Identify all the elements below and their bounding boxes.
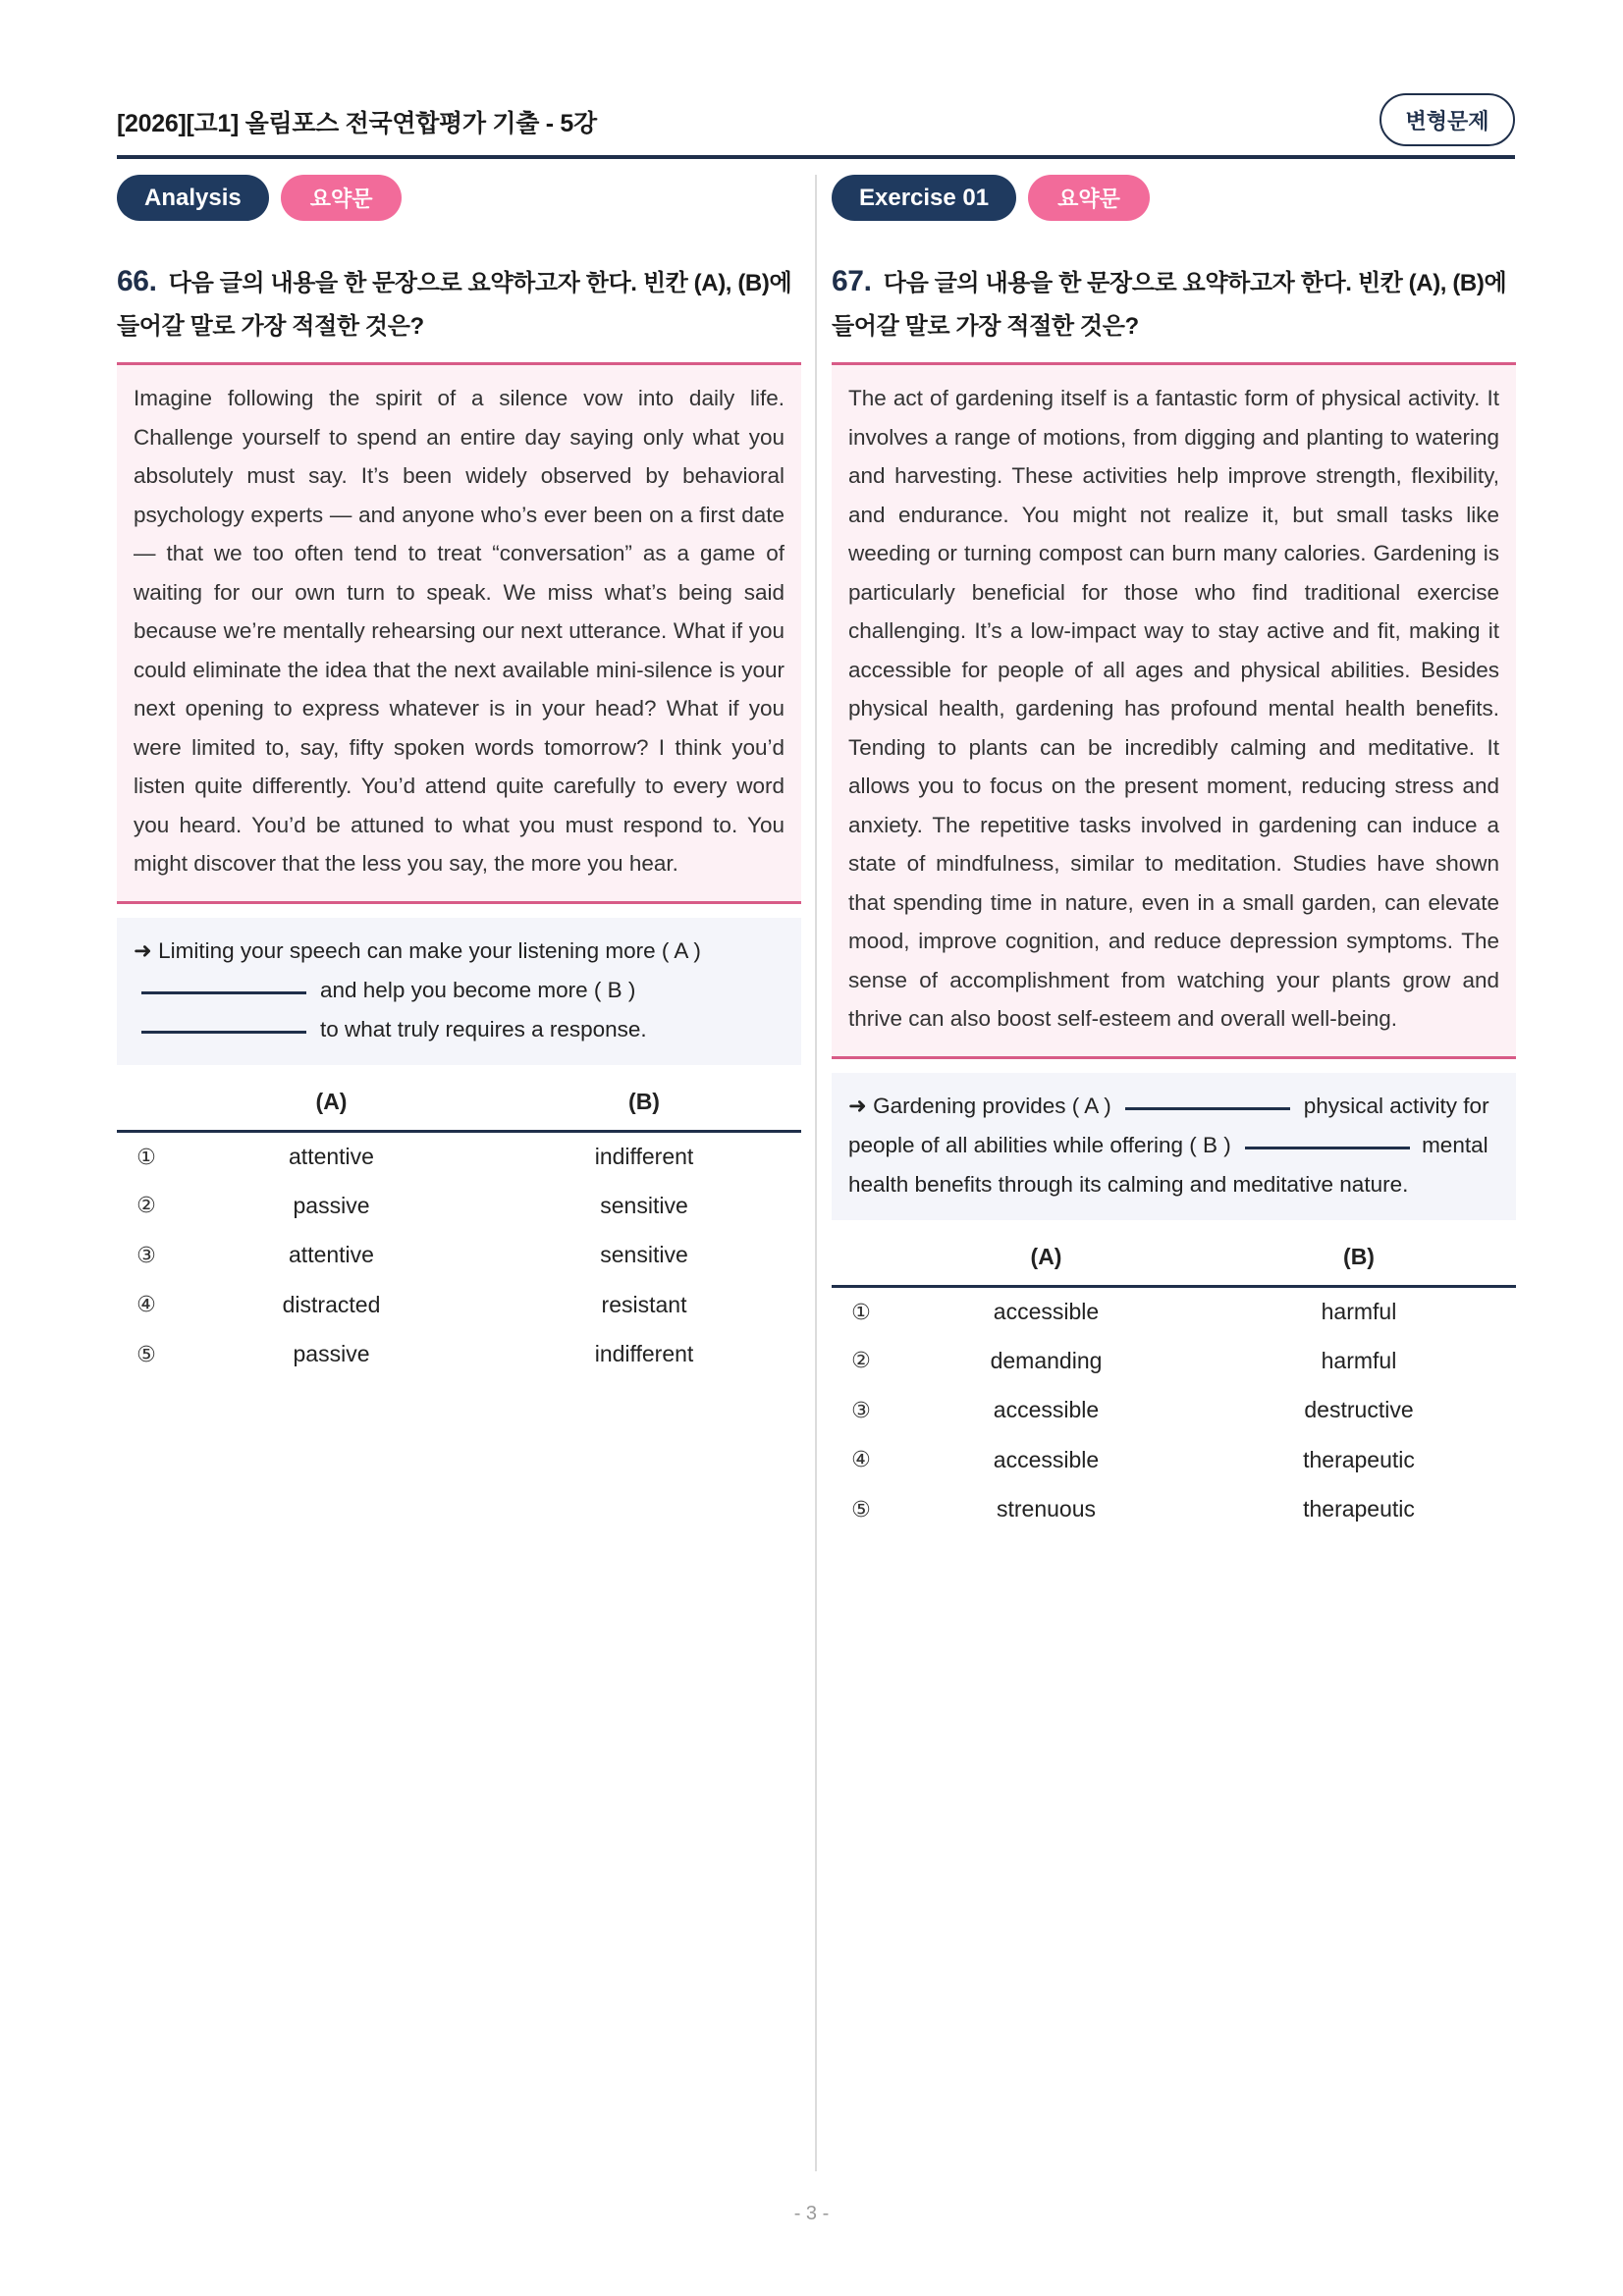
choice-a: attentive (289, 1242, 374, 1268)
left-tags (117, 175, 801, 221)
question-text: 다음 글의 내용을 한 문장으로 요약하고자 한다. 빈칸 (A), (B)에 들어갈 말로 가장 적절한 것은? (117, 270, 792, 340)
answer-choices-66 (117, 1087, 801, 1380)
choice-b: sensitive (600, 1192, 688, 1218)
answer-choice-1 (832, 1287, 1516, 1337)
page-title: [2026][고1] 올림포스 전국연합평가 기출 - 5강 (117, 110, 597, 137)
choice-b: therapeutic (1303, 1446, 1415, 1472)
choice-number: ① (851, 1299, 871, 1324)
choice-a: distracted (282, 1291, 381, 1317)
blank-a (141, 991, 306, 994)
answer-header-a: (A) (176, 1087, 487, 1132)
question-number: 67. (832, 265, 872, 297)
choice-b: harmful (1321, 1299, 1397, 1324)
choice-b: indifferent (594, 1144, 694, 1169)
choice-number: ④ (851, 1447, 871, 1472)
left-column (117, 175, 801, 1379)
question-66 (117, 260, 801, 365)
summary-line-2: and help you become more ( B ) (134, 971, 784, 1010)
answer-choice-5 (117, 1330, 801, 1380)
answer-header-b: (B) (1202, 1242, 1516, 1287)
question-number: 66. (117, 265, 157, 297)
analysis-tag: Analysis (117, 175, 269, 221)
choice-a: accessible (993, 1397, 1100, 1423)
choice-b: therapeutic (1303, 1496, 1415, 1522)
summary-type-tag: 요약문 (1028, 175, 1150, 221)
answer-choice-1 (117, 1132, 801, 1182)
answer-header-num (117, 1087, 176, 1132)
choice-a: strenuous (996, 1496, 1096, 1522)
summary-sentence-66 (117, 918, 801, 1065)
page-header (117, 94, 1515, 159)
choice-a: attentive (289, 1144, 374, 1169)
variant-badge: 변형문제 (1380, 93, 1515, 146)
choice-a: accessible (993, 1299, 1100, 1324)
choice-number: ⑤ (136, 1341, 156, 1366)
choice-b: resistant (601, 1291, 687, 1317)
choice-a: accessible (993, 1446, 1100, 1472)
choice-b: indifferent (594, 1341, 694, 1367)
answer-header-b: (B) (487, 1087, 801, 1132)
blank-b (1245, 1147, 1410, 1149)
passage-67: The act of gardening itself is a fantastic form of physical activity. It involves a range of motions, from digging and planting to watering and harvesting. These activities help improve strength, flexibility, and endurance. You might not realize it, but small tasks like weeding or turning compost can burn many calories. Gardening is particularly beneficial for those who find traditional exercise challenging. It’s a low-impact way to stay active and fit, making it accessible for people of all ages and physical abilities. Besides physical health, gardening has profound mental health benefits. Tending to plants can be incredibly calming and meditative. It allows you to focus on the present moment, reducing stress and anxiety. The repetitive tasks involved in gardening can induce a state of mindfulness, similar to meditation. Studies have shown that spending time in nature, even in a small garden, can elevate mood, improve cognition, and reduce depression symptoms. The sense of accomplishment from watching your plants grow and thrive can also boost self-esteem and overall well-being. (832, 365, 1516, 1059)
answer-choice-5 (832, 1485, 1516, 1535)
column-divider (815, 175, 817, 2171)
choice-a: passive (293, 1192, 370, 1218)
choice-number: ② (851, 1348, 871, 1373)
blank-b (141, 1031, 306, 1034)
choice-number: ③ (851, 1397, 871, 1422)
right-column (832, 175, 1516, 1534)
choice-number: ② (136, 1193, 156, 1218)
answer-header-num (832, 1242, 891, 1287)
choice-number: ④ (136, 1292, 156, 1317)
summary-sentence-67: ➜ Gardening provides ( A ) physical activity for people of all abilities while offering ( B ) mental health benefits through its calming and meditative nature. (832, 1073, 1516, 1220)
choice-b: sensitive (600, 1242, 688, 1268)
exercise-tag: Exercise 01 (832, 175, 1016, 221)
blank-a (1125, 1107, 1290, 1110)
passage-66: Imagine following the spirit of a silence vow into daily life. Challenge yourself to spend an entire day saying only what you absolutely must say. It’s been widely observed by behavioral psychology experts — and anyone who’s ever been on a first date — that we too often tend to treat “conversation” as a game of waiting for our own turn to speak. We miss what’s being said because we’re mentally rehearsing our next utterance. What if you could eliminate the idea that the next available mini-silence is your next opening to express whatever is in your head? What if you were limited to, say, fifty spoken words tomorrow? I think you’d listen quite differently. You’d attend quite carefully to every word you heard. You’d be attuned to what you must respond to. You might discover that the less you say, the more you hear. (117, 365, 801, 904)
answer-choice-4 (832, 1435, 1516, 1485)
answer-choice-2 (832, 1336, 1516, 1386)
choice-number: ① (136, 1144, 156, 1169)
answer-choices-67 (832, 1242, 1516, 1535)
answer-choice-3 (832, 1386, 1516, 1436)
choice-a: passive (293, 1341, 370, 1367)
answer-choice-3 (117, 1231, 801, 1281)
answer-header-a: (A) (891, 1242, 1202, 1287)
answer-choice-4 (117, 1280, 801, 1330)
question-67 (832, 260, 1516, 365)
summary-line-3: to what truly requires a response. (134, 1010, 784, 1049)
choice-a: demanding (990, 1347, 1103, 1373)
summary-line-1: ➜ Limiting your speech can make your listening more ( A ) (134, 937, 701, 963)
answer-choice-2 (117, 1181, 801, 1231)
choice-number: ⑤ (851, 1496, 871, 1522)
answer-header-row (117, 1087, 801, 1132)
choice-b: harmful (1321, 1347, 1397, 1373)
right-tags (832, 175, 1516, 221)
choice-number: ③ (136, 1242, 156, 1267)
question-text: 다음 글의 내용을 한 문장으로 요약하고자 한다. 빈칸 (A), (B)에 들어갈 말로 가장 적절한 것은? (832, 270, 1507, 340)
page-number: - 3 - (793, 2203, 830, 2224)
choice-b: destructive (1304, 1397, 1414, 1423)
answer-header-row (832, 1242, 1516, 1287)
summary-type-tag: 요약문 (281, 175, 403, 221)
